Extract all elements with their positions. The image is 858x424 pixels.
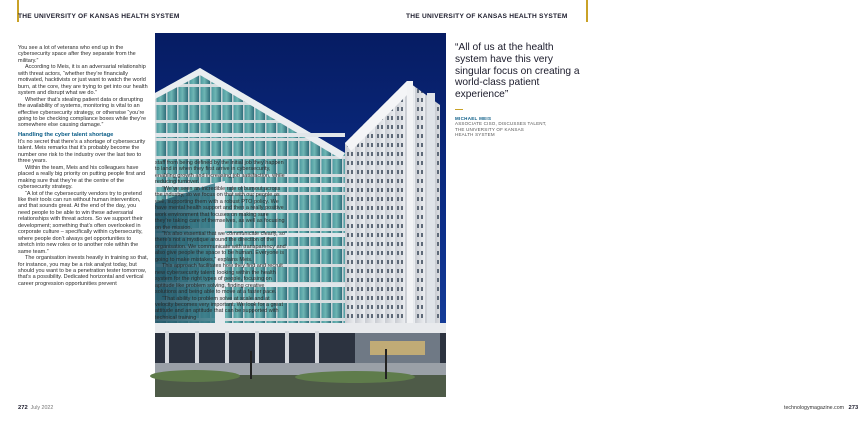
pull-quote-attribution-name: MICHAEL MEIS xyxy=(455,115,492,121)
folio-right xyxy=(784,405,858,411)
website-url: technologymagazine.com xyxy=(784,405,845,411)
article-paragraph: It’s no secret that there’s a shortage of cybersecurity talent. Meis remarks that it’s probably become the number one risk to the industry over the last two to three years. xyxy=(18,138,146,165)
article-paragraph: “That ability to problem solve at scale and at velocity becomes very important. We look for a great attitude and an aptitude that can be supported with technical training xyxy=(155,295,283,321)
running-head-right: THE UNIVERSITY OF KANSAS HEALTH SYSTEM xyxy=(406,13,568,20)
header-accent-rule-right xyxy=(586,0,588,22)
right-article-column xyxy=(155,160,286,388)
article-paragraph: According to Meis, it is an adversarial relationship with threat actors, “whether they’re financially motivated, hacktivists or just want to watch the world burn, at the core, they are trying to get into our health system and disrupt what we do.” xyxy=(18,64,148,97)
pull-quote-attribution-role: ASSOCIATE CISO, DISCUSSES TALENT, THE UNIVERSITY OF KANSAS HEALTH SYSTEM xyxy=(455,121,547,138)
left-article-column xyxy=(18,45,149,385)
article-paragraph: You see a lot of veterans who end up in the cybersecurity space after they separate from the military.” xyxy=(18,45,136,64)
article-paragraph: Whether that’s stealing patient data or disrupting the availability of systems, monitoring is vital to an effective cybersecurity strategy, or otherwise “you’re going to be checking compliance boxes while they’re somewhere else causing damage.” xyxy=(18,96,147,129)
article-paragraph: “A lot of the cybersecurity vendors try to pretend like their tools can run without human intervention, and that sounds great. At the end of the day, you need people to be able to win these adversarial relationships with threat actors. So we support their development; something that’s often overlooked in corporate culture – specifically within cybersecurity, where people don’t always get opportunities to stretch into new roles or to another role within the same team.” xyxy=(18,190,143,255)
pull-quote-text: “All of us at the health system have this very singular focus on creating a world-class patient experience” xyxy=(455,42,580,101)
folio-left xyxy=(18,405,53,411)
article-paragraph: The organisation invests heavily in training so that, for instance, you may be a risk analyst today, but should you want to be a penetration tester tomorrow, that’s a possibility. Dedicated horizontal and vertical career progression opportunities prevent xyxy=(18,255,149,287)
article-paragraph: Within the team, Meis and his colleagues have placed a really big priority on putting people first and making sure that they’re at the centre of the cybersecurity strategy. xyxy=(18,164,146,191)
article-paragraph: “It’s also essential that we communicate clearly, so there’s not a mystique around the direction of the organisation. We communicate with transparency and also give people the space to be human. Everyone is going to make mistakes,” explains Meis. xyxy=(155,230,286,263)
subhead-talent-shortage: Handling the cyber talent shortage xyxy=(18,131,114,138)
article-paragraph: This approach facilitates how they find and recruit new cybersecurity talent: looking within the health system for the right types of people, focusing on aptitude like problem solving, finding creative solutions and being able to move at a faster pace. xyxy=(155,263,283,296)
issue-date: July 2022 xyxy=(30,405,54,411)
pull-quote xyxy=(455,42,581,138)
article-paragraph: staff from being defined by the initial job they happen to land in when they first arrive in cybersecurity, enabling growth and increasing job satisfaction, while reducing turnover. xyxy=(155,160,285,186)
page-number-right: 273 xyxy=(848,405,858,411)
pull-quote-divider xyxy=(455,109,463,110)
running-head-left: THE UNIVERSITY OF KANSAS HEALTH SYSTEM xyxy=(18,13,180,20)
page-number-left: 272 xyxy=(18,405,28,411)
article-paragraph: “We’ve seen an incredible rate of burnout across the industry, so we focus on that with our people as well, supporting them with a robust PTO policy. We have mental health support and then a really positive work environment that focuses on making sure they’re taking care of themselves, as well as focusing on the mission. xyxy=(155,185,285,231)
